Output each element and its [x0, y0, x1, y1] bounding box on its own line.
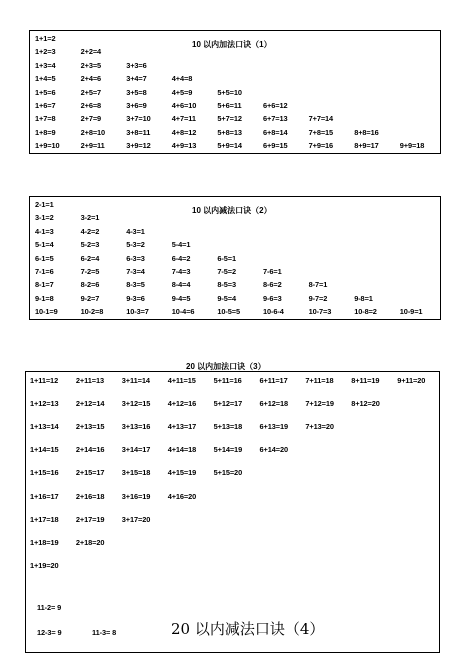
formula-cell: 7-2=5	[80, 267, 100, 276]
formula-cell: 8+11=19	[351, 376, 380, 385]
formula-cell: 8+12=20	[351, 399, 380, 409]
formula-cell: 6-5=1	[217, 253, 236, 263]
formula-cell: 9-5=4	[217, 293, 236, 303]
formula-cell: 1+17=18	[30, 514, 59, 524]
formula-cell: 3+13=16	[121, 422, 151, 432]
formula-cell: 5+6=11	[217, 101, 242, 110]
formula-cell: 6+12=18	[259, 399, 288, 409]
formula-cell: 4+12=16	[167, 399, 197, 409]
formula-cell: 2+12=14	[75, 399, 105, 409]
formula-cell: 6+6=12	[263, 101, 288, 110]
subtraction-table-10	[29, 196, 441, 320]
formula-cell: 3+3=6	[126, 60, 147, 70]
formula-cell: 10-4=6	[171, 307, 195, 317]
formula-cell: 1+3=4	[35, 60, 56, 70]
formula-cell: 3-1=2	[35, 213, 54, 223]
formula-cell: 8-1=7	[35, 280, 54, 290]
formula-cell: 2+15=17	[75, 468, 105, 478]
formula-cell: 7+13=20	[305, 422, 334, 432]
formula-cell: 2+4=6	[80, 74, 102, 84]
formula-cell: 3+8=11	[126, 127, 151, 137]
formula-cell: 4+16=20	[167, 491, 197, 501]
formula-cell: 4+4=8	[171, 74, 193, 84]
formula-cell: 5+9=14	[217, 141, 242, 151]
formula-cell: 6-1=5	[35, 253, 54, 263]
formula-cell: 2+9=11	[80, 141, 105, 151]
formula-cell: 2+16=18	[75, 491, 105, 501]
formula-cell: 10-9=1	[399, 307, 423, 317]
formula-cell: 1+14=15	[30, 445, 59, 455]
formula-cell: 10-5=5	[217, 307, 241, 317]
subtraction-table-10-title: 10 以内减法口诀（2）	[192, 206, 272, 215]
formula-cell: 3+14=17	[121, 445, 151, 455]
formula-cell: 1+1=2	[35, 34, 56, 43]
formula-cell: 8-3=5	[126, 280, 145, 290]
formula-cell: 7+9=16	[308, 141, 334, 151]
formula-cell: 8-6=2	[263, 280, 282, 290]
formula-cell: 6+11=17	[259, 376, 288, 385]
addition-table-10	[29, 30, 441, 154]
formula-cell: 3-2=1	[80, 213, 100, 223]
formula-cell: 2+14=16	[75, 445, 105, 455]
formula-cell: 3+16=19	[121, 491, 151, 501]
formula-cell: 10-1=9	[35, 307, 58, 317]
formula-cell: 8-5=3	[217, 280, 236, 290]
formula-cell: 10-8=2	[354, 307, 377, 317]
formula-cell: 1+19=20	[30, 560, 59, 570]
formula-cell: 2+13=15	[75, 422, 105, 432]
formula-cell: 7+7=14	[308, 114, 334, 124]
formula-cell: 2+5=7	[80, 87, 102, 97]
formula-cell: 1+8=9	[35, 127, 56, 137]
formula-cell: 10-7=3	[308, 307, 332, 317]
formula-cell: 2+3=5	[80, 60, 102, 70]
formula-cell: 5-2=3	[80, 240, 100, 250]
formula-cell: 3+12=15	[121, 399, 151, 409]
formula-cell: 6-3=3	[126, 253, 145, 263]
formula-cell: 6-4=2	[171, 253, 191, 263]
formula-cell: 9-2=7	[80, 293, 100, 303]
formula-cell: 1+9=10	[35, 141, 60, 151]
formula-cell: 7-4=3	[171, 267, 191, 276]
formula-cell: 10-3=7	[126, 307, 149, 317]
addition-table-10-title: 10 以内加法口诀（1）	[192, 40, 272, 49]
formula-cell: 4+15=19	[167, 468, 197, 478]
formula-cell: 1+12=13	[30, 399, 59, 409]
formula-cell: 9+9=18	[399, 141, 425, 151]
formula-cell: 9-1=8	[35, 293, 54, 303]
formula-cell: 5+5=10	[217, 87, 242, 97]
formula-cell: 9-4=5	[171, 293, 191, 303]
formula-cell: 5+15=20	[213, 468, 243, 478]
formula-cell: 9-7=2	[308, 293, 328, 303]
formula-cell: 9-3=6	[126, 293, 145, 303]
formula-cell: 5-1=4	[35, 240, 54, 250]
formula-cell: 8-4=4	[171, 280, 191, 290]
sub20-cell: 12-3= 9	[37, 628, 62, 637]
formula-cell: 7+12=19	[305, 399, 334, 409]
formula-cell: 5+11=16	[213, 376, 242, 385]
subtraction-table-20-title: 20 以内减法口诀（4）	[171, 620, 325, 638]
formula-cell: 7-3=4	[126, 267, 145, 276]
formula-cell: 3+11=14	[121, 376, 150, 385]
sub20-cell: 11-2= 9	[37, 603, 62, 612]
formula-cell: 4+6=10	[171, 101, 197, 110]
formula-cell: 3+15=18	[121, 468, 151, 478]
formula-cell: 2+17=19	[75, 514, 105, 524]
formula-cell: 1+2=3	[35, 47, 56, 57]
formula-cell: 5+8=13	[217, 127, 242, 137]
formula-cell: 5+13=18	[213, 422, 243, 432]
formula-cell: 2-1=1	[35, 200, 54, 209]
formula-cell: 4+8=12	[171, 127, 197, 137]
formula-cell: 4+14=18	[167, 445, 197, 455]
formula-cell: 4+9=13	[171, 141, 197, 151]
formula-cell: 1+4=5	[35, 74, 56, 84]
formula-cell: 7-5=2	[217, 267, 236, 276]
formula-cell: 4-2=2	[80, 226, 100, 236]
formula-cell: 1+15=16	[30, 468, 59, 478]
formula-cell: 4-3=1	[126, 226, 145, 236]
formula-cell: 5-4=1	[171, 240, 191, 250]
formula-cell: 3+4=7	[126, 74, 147, 84]
formula-cell: 1+11=12	[30, 376, 59, 385]
formula-cell: 4+5=9	[171, 87, 193, 97]
formula-cell: 6+7=13	[263, 114, 288, 124]
formula-cell: 6-2=4	[80, 253, 100, 263]
formula-cell: 4+11=15	[167, 376, 196, 385]
formula-cell: 6+14=20	[259, 445, 288, 455]
formula-cell: 2+18=20	[75, 537, 105, 547]
formula-cell: 3+9=12	[126, 141, 151, 151]
formula-cell: 8+8=16	[354, 127, 379, 137]
formula-cell: 9+11=20	[397, 376, 426, 385]
formula-cell: 5+14=19	[213, 445, 243, 455]
formula-cell: 3+6=9	[126, 101, 147, 110]
formula-cell: 6+9=15	[263, 141, 288, 151]
formula-cell: 2+8=10	[80, 127, 106, 137]
formula-cell: 1+13=14	[30, 422, 59, 432]
formula-cell: 10-6-4	[263, 307, 284, 317]
formula-cell: 5-3=2	[126, 240, 145, 250]
formula-cell: 6+13=19	[259, 422, 288, 432]
formula-cell: 5+12=17	[213, 399, 243, 409]
formula-cell: 3+7=10	[126, 114, 151, 124]
addition-table-20	[25, 371, 440, 653]
formula-cell: 3+17=20	[121, 514, 151, 524]
formula-cell: 2+11=13	[75, 376, 104, 385]
formula-cell: 2+7=9	[80, 114, 102, 124]
formula-cell: 4+7=11	[171, 114, 196, 124]
formula-cell: 8-2=6	[80, 280, 100, 290]
formula-cell: 9-8=1	[354, 293, 373, 303]
formula-cell: 1+7=8	[35, 114, 56, 124]
formula-cell: 9-6=3	[263, 293, 282, 303]
formula-cell: 4-1=3	[35, 226, 54, 236]
formula-cell: 7+11=18	[305, 376, 334, 385]
formula-cell: 4+13=17	[167, 422, 197, 432]
formula-cell: 10-2=8	[80, 307, 104, 317]
formula-cell: 3+5=8	[126, 87, 147, 97]
formula-cell: 8-7=1	[308, 280, 328, 290]
formula-cell: 1+5=6	[35, 87, 56, 97]
formula-cell: 5+7=12	[217, 114, 242, 124]
formula-cell: 7-6=1	[263, 267, 282, 276]
formula-cell: 7-1=6	[35, 267, 54, 276]
formula-cell: 1+6=7	[35, 101, 56, 110]
addition-table-20-title: 20 以内加法口诀（3）	[186, 362, 266, 371]
formula-cell: 2+2=4	[80, 47, 102, 57]
formula-cell: 6+8=14	[263, 127, 288, 137]
formula-cell: 2+6=8	[80, 101, 102, 110]
formula-cell: 8+9=17	[354, 141, 379, 151]
formula-cell: 1+18=19	[30, 537, 59, 547]
sub20-cell: 11-3= 8	[92, 628, 117, 637]
formula-cell: 1+16=17	[30, 491, 59, 501]
formula-cell: 7+8=15	[308, 127, 334, 137]
